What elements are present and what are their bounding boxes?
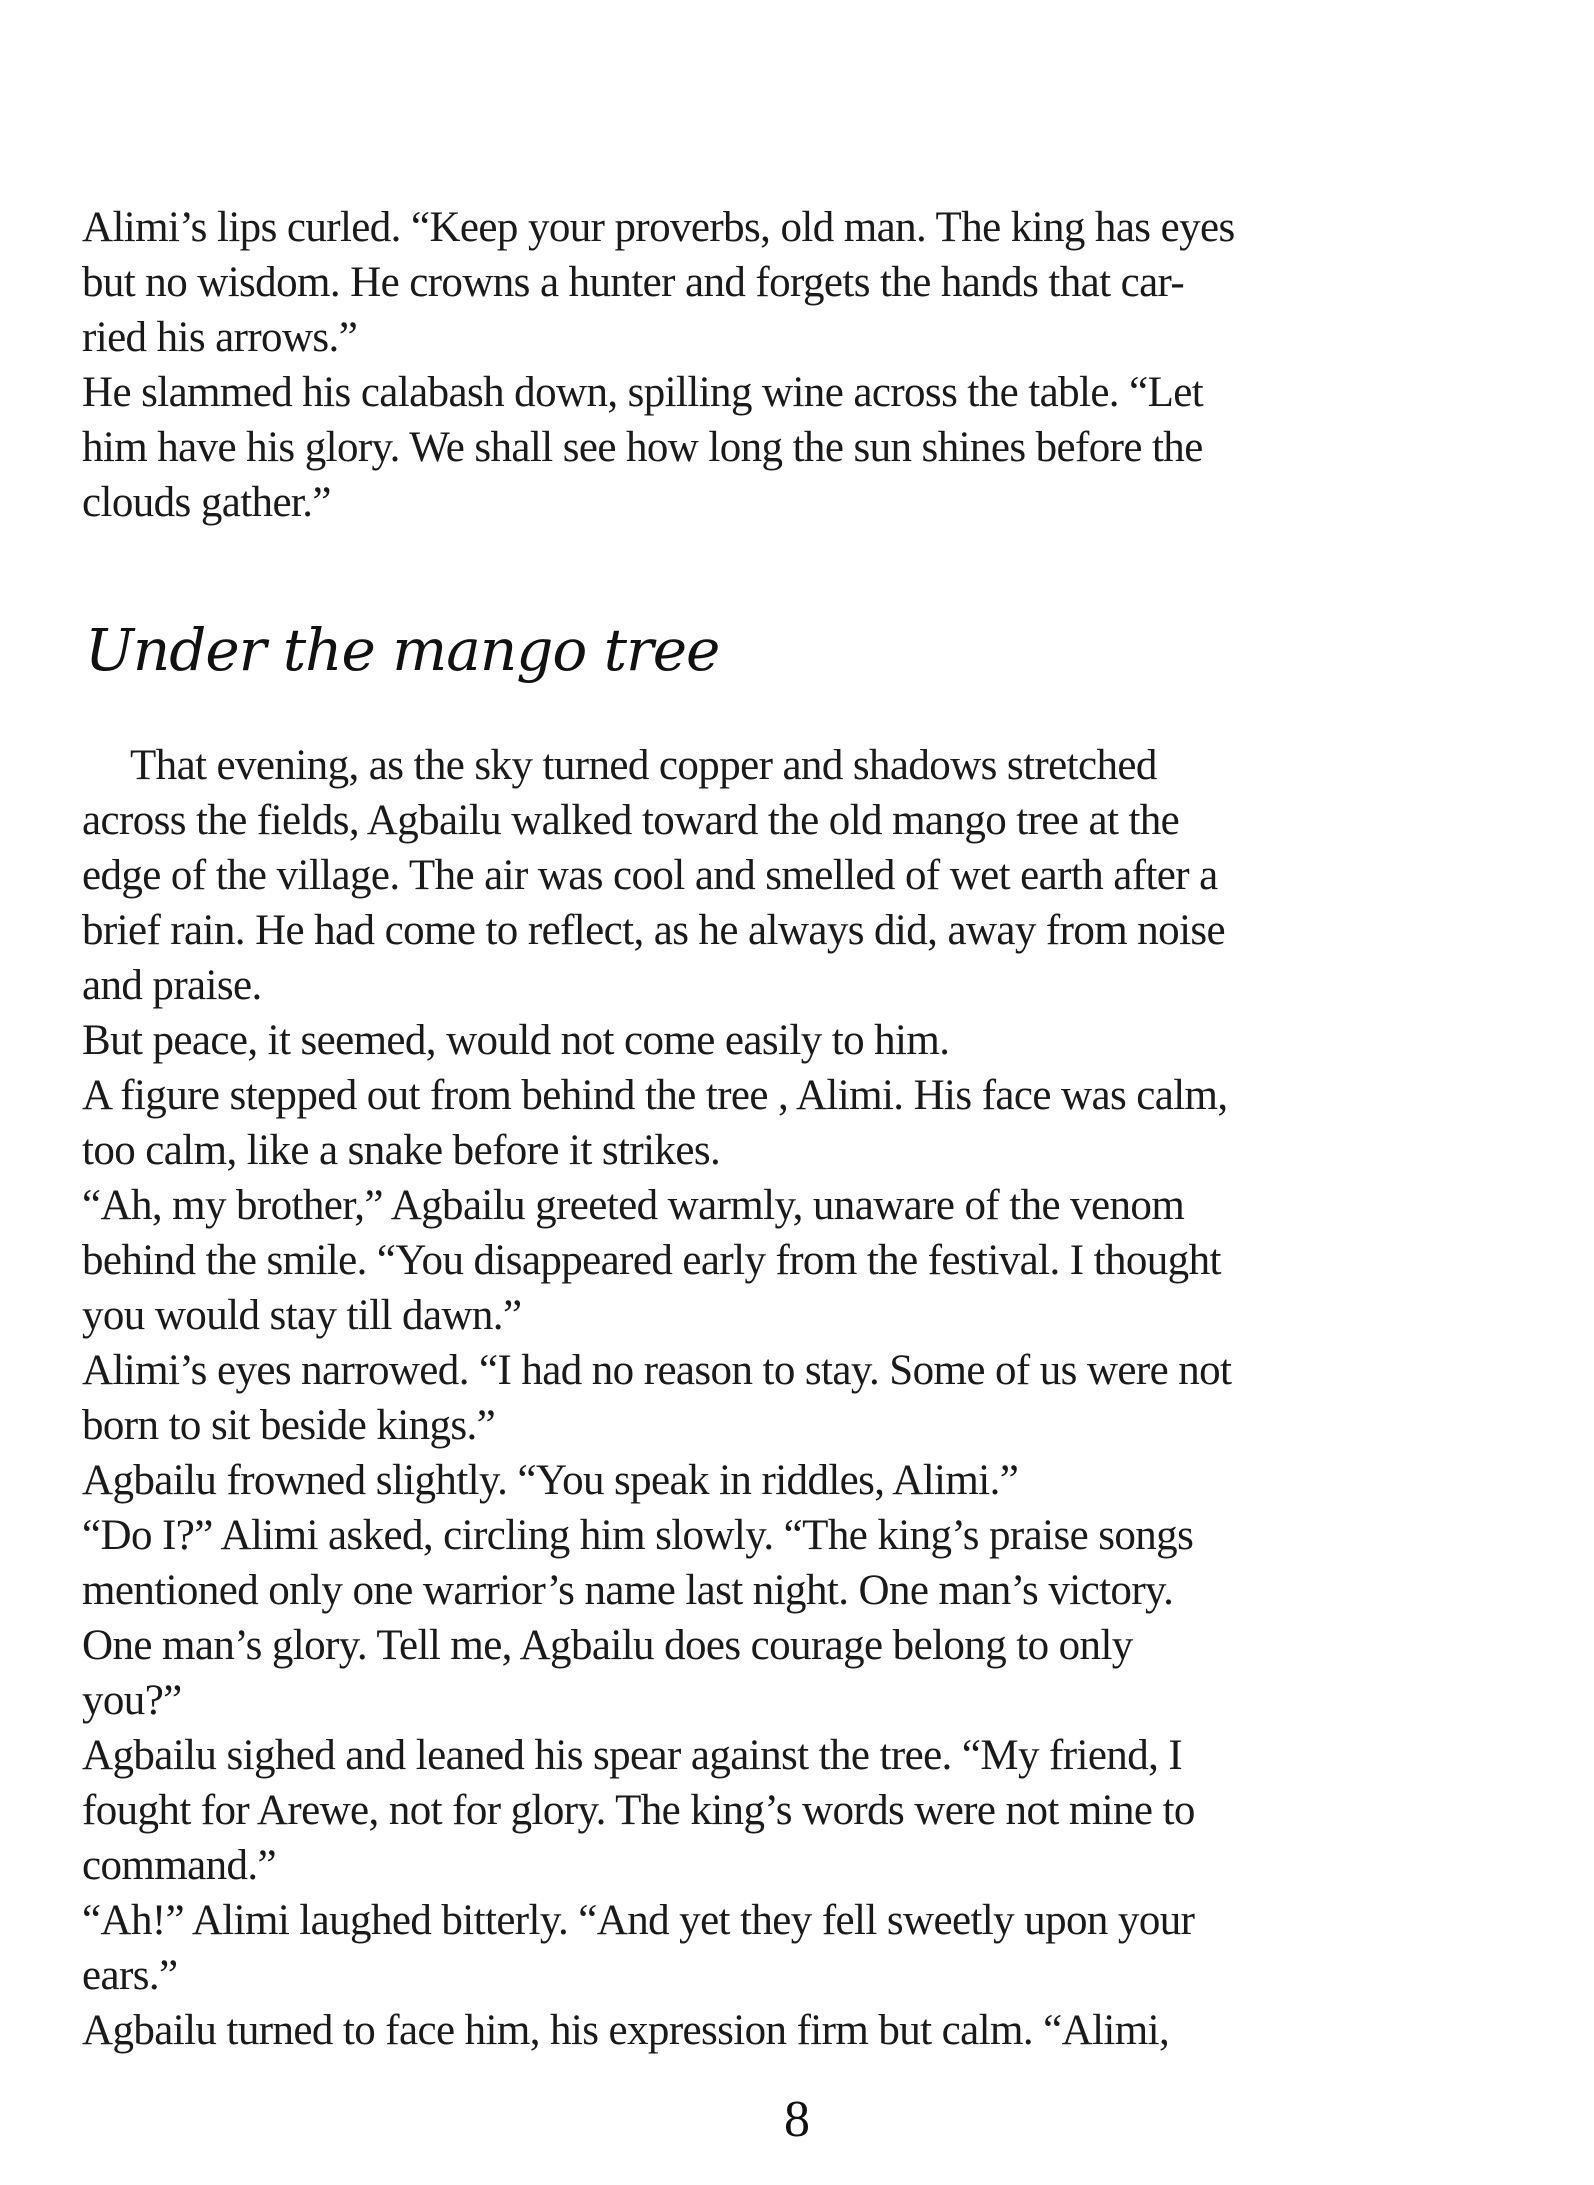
text-line: Alimi’s eyes narrowed. “I had no reason to stay. Some of us were not	[82, 1347, 1232, 1394]
text-line: command.”	[82, 1842, 276, 1889]
text-line: and praise.	[82, 962, 262, 1009]
text-line: One man’s glory. Tell me, Agbailu does courage belong to only	[82, 1622, 1133, 1669]
text-line: “Ah!” Alimi laughed bitterly. “And yet they fell sweetly upon your	[82, 1897, 1195, 1944]
text-line: That evening, as the sky turned copper and shadows stretched	[130, 742, 1157, 789]
text-line: A figure stepped out from behind the tree , Alimi. His face was calm,	[82, 1072, 1228, 1119]
text-line: ried his arrows.”	[82, 314, 358, 361]
text-line: clouds gather.”	[82, 479, 331, 526]
page-number: 8	[784, 2091, 810, 2148]
text-line: Agbailu sighed and leaned his spear against the tree. “My friend, I	[82, 1732, 1183, 1779]
text-line: Agbailu turned to face him, his expression firm but calm. “Alimi,	[82, 2007, 1170, 2054]
text-line: you?”	[82, 1677, 182, 1724]
text-line: fought for Arewe, not for glory. The king’s words were not mine to	[82, 1787, 1195, 1834]
text-line: you would stay till dawn.”	[82, 1292, 522, 1339]
text-line: behind the smile. “You disappeared early from the festival. I thought	[82, 1237, 1221, 1284]
text-line: brief rain. He had come to reflect, as he always did, away from noise	[82, 907, 1226, 954]
top-text-block	[82, 200, 1522, 530]
text-line: across the fields, Agbailu walked toward the old mango tree at the	[82, 797, 1180, 844]
text-line: Agbailu frowned slightly. “You speak in riddles, Alimi.”	[82, 1457, 1019, 1504]
text-line: “Do I?” Alimi asked, circling him slowly. “The king’s praise songs	[82, 1512, 1194, 1559]
section-heading: Under the mango tree	[85, 616, 720, 684]
text-line: him have his glory. We shall see how long the sun shines before the	[82, 424, 1203, 471]
text-line: He slammed his calabash down, spilling wine across the table. “Let	[82, 369, 1204, 416]
text-line: but no wisdom. He crowns a hunter and forgets the hands that car-	[82, 259, 1185, 306]
text-line: born to sit beside kings.”	[82, 1402, 496, 1449]
text-line: “Ah, my brother,” Agbailu greeted warmly, unaware of the venom	[82, 1182, 1185, 1229]
text-line: But peace, it seemed, would not come easily to him.	[82, 1017, 950, 1064]
text-line: edge of the village. The air was cool and smelled of wet earth after a	[82, 852, 1218, 899]
text-line: ears.”	[82, 1952, 178, 1999]
text-line: Alimi’s lips curled. “Keep your proverbs, old man. The king has eyes	[82, 204, 1235, 251]
section-body	[82, 738, 1522, 2058]
text-line: mentioned only one warrior’s name last night. One man’s victory.	[82, 1567, 1174, 1614]
text-line: too calm, like a snake before it strikes.	[82, 1127, 721, 1174]
